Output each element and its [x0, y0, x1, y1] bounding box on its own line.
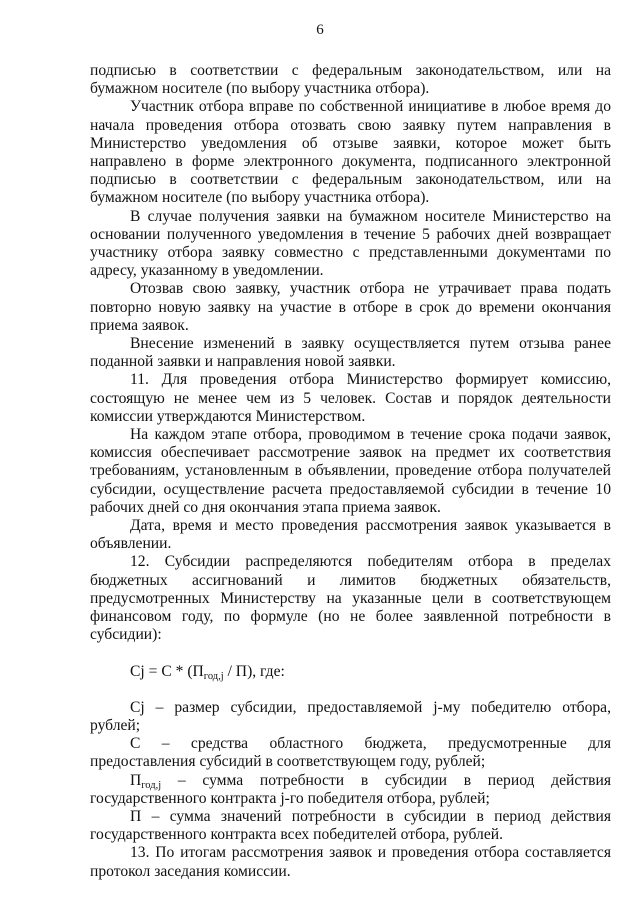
definition-c: C – средства областного бюджета, предусмотренные для предоставления субсидий в соответствующем году, рублей; — [90, 735, 611, 771]
paragraph: Внесение изменений в заявку осуществляется путем отзыва ранее поданной заявки и направления новой заявки. — [90, 335, 611, 371]
paragraph: Дата, время и место проведения рассмотрения заявок указывается в объявлении. — [90, 517, 611, 553]
definition-subscript: год,j — [141, 779, 162, 791]
page-number: 6 — [316, 22, 324, 38]
paragraph: Участник отбора вправе по собственной инициативе в любое время до начала проведения отбора отозвать свою заявку путем направления в Министерство уведомления об отзыве заявки, которое может быть направлено в форме электронного документа, подписанного электронной подписью в соответствии с федеральным законодательством, или на бумажном носителе (по выбору участника отбора). — [90, 98, 611, 207]
subsidy-formula — [130, 663, 611, 681]
definition-cj: Cj – размер субсидии, предоставляемой j-му победителю отбора, рублей; — [90, 698, 611, 734]
definition-p: П – сумма значений потребности в субсидии в период действия государственного контракта всех победителей отбора, рублей. — [90, 807, 611, 844]
formula-right: / П), где: — [223, 662, 285, 680]
paragraph: На каждом этапе отбора, проводимом в течение срока подачи заявок, комиссия обеспечивает рассмотрение заявок на предмет их соответствия требованиям, установленным в объявлении, проведение отбора получателей субсидии, осуществление расчета предоставляемой субсидии в течение 10 рабочих дней со дня окончания этапа приема заявок. — [90, 426, 611, 516]
paragraph: 12. Субсидии распределяются победителям отбора в пределах бюджетных ассигнований и лимитов бюджетных обязательств, предусмотренных Министерству на указанные цели в соответствующем финансовом году, по формуле (но не более заявленной потребности в субсидии): — [90, 553, 611, 644]
definition-p-god-j — [90, 772, 611, 808]
formula-subscript: год,j — [203, 670, 224, 682]
paragraph: Отозвав свою заявку, участник отбора не утрачивает права подать повторно новую заявку на участие в отборе в срок до времени окончания приема заявок. — [90, 280, 611, 334]
body-text — [90, 62, 611, 881]
definition-symbol: П — [130, 771, 142, 789]
paragraph: 13. По итогам рассмотрения заявок и проведения отбора составляется протокол заседания комиссии. — [90, 844, 611, 880]
paragraph: 11. Для проведения отбора Министерство формирует комиссию, состоящую не менее чем из 5 человек. Состав и порядок деятельности комиссии утверждаются Министерством. — [90, 371, 611, 425]
paragraph: подписью в соответствии с федеральным законодательством, или на бумажном носителе (по выбору участника отбора). — [90, 62, 611, 98]
paragraph: В случае получения заявки на бумажном носителе Министерство на основании полученного уведомления в течение 5 рабочих дней возвращает участнику отбора заявку совместно с представленными документами по адресу, указанному в уведомлении. — [90, 207, 611, 280]
definition-text: – сумма потребности в субсидии в период действия государственного контракта j-го победителя отбора, рублей; — [90, 771, 611, 807]
formula-left: Cj = C * (П — [130, 662, 204, 680]
